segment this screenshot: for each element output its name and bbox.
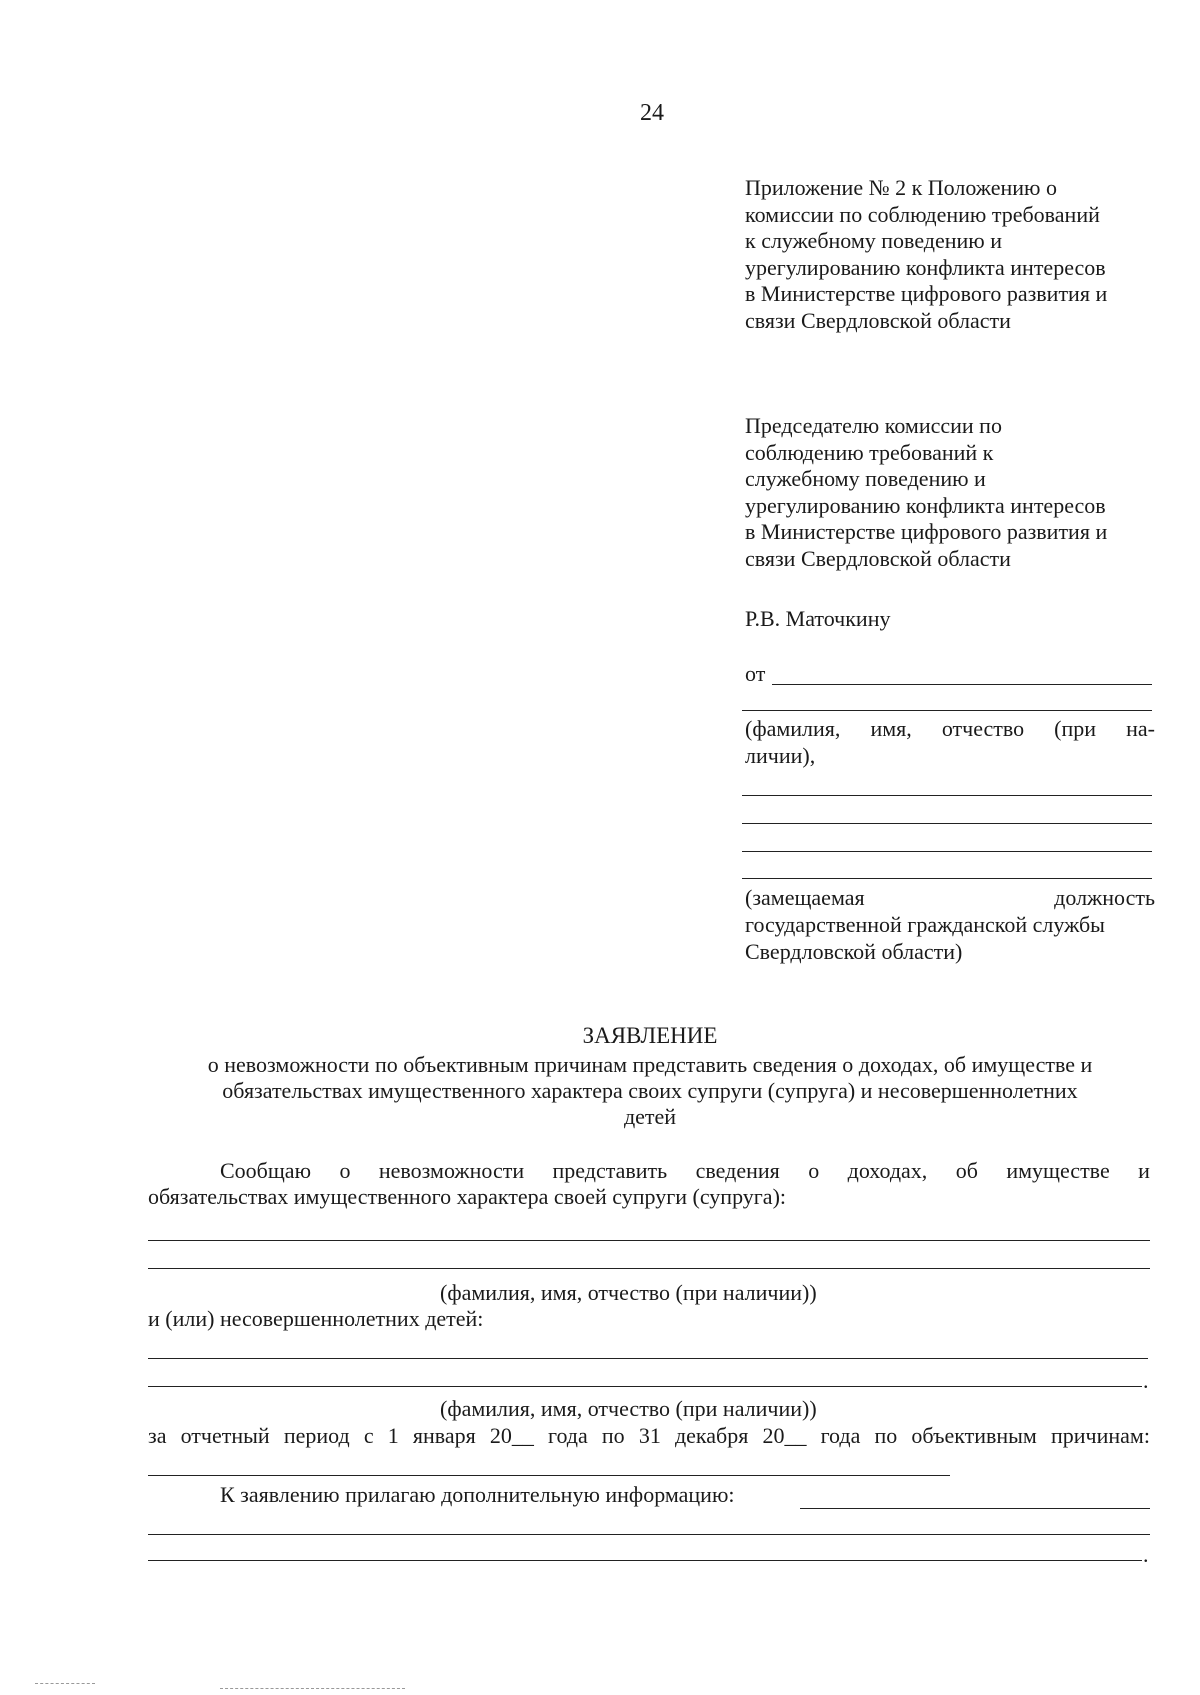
appendix-line: связи Свердловской области [745,307,1011,333]
statement-body-line: обязательствах имущественного характера своей супруги (супруга): [148,1184,787,1209]
attachment-fill-line-1[interactable] [800,1508,1150,1509]
children-label: и (или) несовершеннолетних детей: [148,1306,484,1331]
hint-word: должность [1054,885,1155,910]
position-hint [745,885,1155,912]
spouse-fill-line-2[interactable] [148,1268,1150,1269]
line-end-period: . [1143,1542,1149,1567]
position-fill-line-2[interactable] [742,823,1152,824]
period-word: с [363,1423,374,1448]
scan-artifact [35,1683,95,1684]
attachment-label: К заявлению прилагаю дополнительную информацию: [220,1482,735,1507]
spouse-fill-line-1[interactable] [148,1240,1150,1241]
period-word: декабря [674,1423,749,1448]
body-word: имуществе [1006,1158,1110,1183]
body-word: представить [552,1158,668,1183]
children-fill-line-2[interactable] [148,1386,1142,1387]
page-number: 24 [640,100,664,126]
statement-body-line [220,1158,1150,1185]
period-word: объективным [911,1423,1037,1448]
addressee-name: Р.В. Маточкину [745,606,891,631]
addressee-line: в Министерстве цифрового развития и [745,519,1108,544]
fio-hint-continued: личии), [745,743,816,768]
position-fill-line-4[interactable] [742,878,1152,879]
line-end-period: . [1143,1368,1149,1393]
appendix-line: Приложение № 2 к Положению о [745,175,1057,200]
from-fill-line-2[interactable] [742,710,1152,711]
body-word: о [339,1158,351,1183]
hint-word: (замещаемая [745,885,865,910]
period-word: января [412,1423,476,1448]
addressee-line: связи Свердловской области [745,545,1011,571]
body-word: и [1138,1158,1150,1183]
appendix-line: к служебному поведению и [745,228,1003,253]
reporting-period-line [148,1423,1150,1450]
period-word: по [874,1423,898,1448]
children-fill-line-1[interactable] [148,1358,1148,1359]
position-hint-line: государственной гражданской службы [745,912,1105,937]
statement-subtitle: о невозможности по объективным причинам представить сведения о доходах, об имуществе и [207,1052,1093,1077]
appendix-line: комиссии по соблюдению требований [745,201,1100,227]
period-word: года [547,1423,588,1448]
period-word: 31 [638,1423,661,1448]
hint-word: отчество [941,716,1025,741]
period-word: по [601,1423,625,1448]
period-word: период [283,1423,350,1448]
spouse-fio-hint: (фамилия, имя, отчество (при наличии)) [440,1280,817,1305]
from-label: от [745,661,766,686]
position-hint-line: Свердловской области) [745,939,963,964]
statement-subtitle: обязательствах имущественного характера своих супруги (супруга) и несовершеннолетних [222,1078,1078,1103]
statement-subtitle: детей [623,1104,677,1129]
hint-word: имя, [870,716,912,741]
period-word: года [820,1423,861,1448]
appendix-reference [745,175,1155,334]
addressee-line: Председателю комиссии по [745,413,1002,438]
period-word: отчетный [180,1423,270,1448]
body-word: Сообщаю [220,1158,312,1183]
addressee-line: служебному поведению и [745,466,986,491]
children-fio-hint: (фамилия, имя, отчество (при наличии)) [440,1396,817,1421]
attachment-fill-line-2[interactable] [148,1534,1150,1535]
period-word: 1 [387,1423,399,1448]
body-word: невозможности [378,1158,525,1183]
period-word: за [148,1423,167,1448]
body-word: доходах, [847,1158,928,1183]
position-fill-line-1[interactable] [742,795,1152,796]
from-fill-line[interactable] [772,684,1152,685]
addressee-block [745,413,1155,572]
attachment-fill-line-3[interactable] [148,1560,1142,1561]
period-word: причинам: [1050,1423,1150,1448]
addressee-line: соблюдению требований к [745,439,994,465]
fio-hint [745,716,1155,743]
appendix-line: в Министерстве цифрового развития и [745,281,1108,306]
appendix-line: урегулированию конфликта интересов [745,254,1106,280]
hint-word: (при [1054,716,1097,741]
position-fill-line-3[interactable] [742,851,1152,852]
body-word: о [808,1158,820,1183]
statement-title: ЗАЯВЛЕНИЕ [582,1023,718,1048]
scan-artifact [220,1688,405,1689]
hint-word: (фамилия, [745,716,841,741]
addressee-line: урегулированию конфликта интересов [745,492,1106,518]
hint-word: на- [1126,716,1155,741]
period-word: 20__ [762,1423,807,1448]
body-word: сведения [695,1158,780,1183]
body-word: об [955,1158,978,1183]
reasons-fill-line[interactable] [148,1475,950,1476]
period-word: 20__ [489,1423,534,1448]
